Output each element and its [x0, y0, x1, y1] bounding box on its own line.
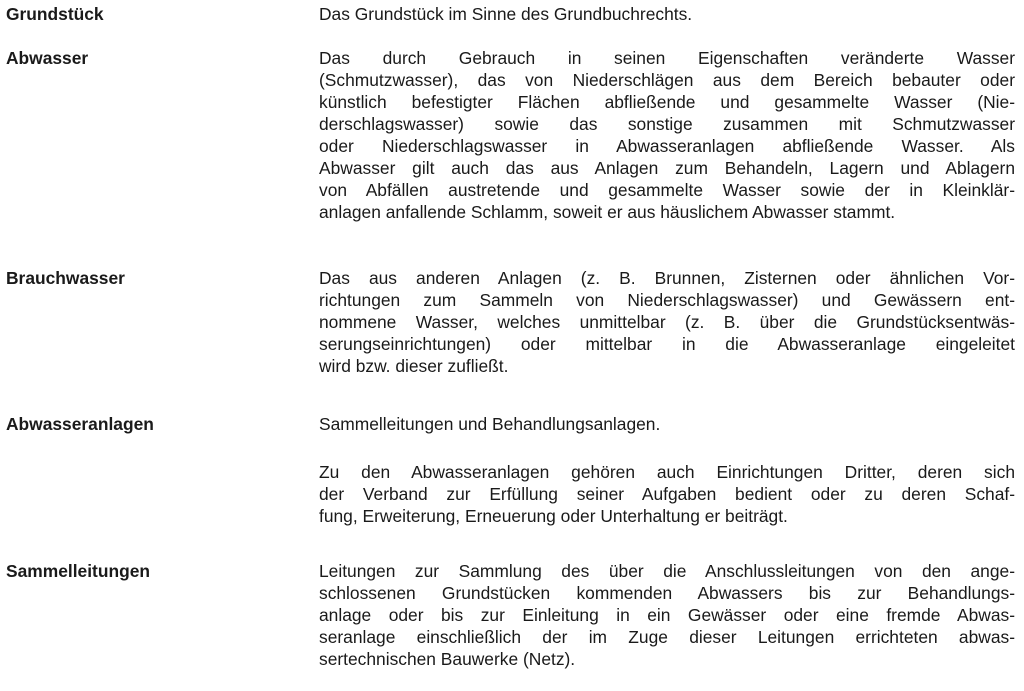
definition-abwasseranlagen-continued	[319, 461, 1015, 527]
definition-line: Sammelleitungen und Behandlungsanlagen.	[319, 414, 661, 434]
definition-line: derschlagswasser) sowie das sonstige zusammen mit Schmutzwasser	[319, 114, 1015, 134]
definition-line: serungseinrichtungen) oder mittelbar in die Abwasseranlage eingeleitet	[319, 334, 1015, 354]
definition-sammelleitungen	[319, 560, 1015, 670]
definition-line: anlagen anfallende Schlamm, soweit er aus häuslichem Abwasser stammt.	[319, 202, 896, 222]
definition-brauchwasser	[319, 267, 1015, 377]
definition-line: Das aus anderen Anlagen (z. B. Brunnen, Zisternen oder ähnlichen Vor-	[319, 268, 1015, 288]
definition-abwasseranlagen	[319, 413, 1015, 435]
term-sammelleitungen: Sammelleitungen	[6, 561, 150, 581]
term-abwasseranlagen: Abwasseranlagen	[6, 414, 154, 434]
definition-line: Das Grundstück im Sinne des Grundbuchrechts.	[319, 4, 693, 24]
term-brauchwasser: Brauchwasser	[6, 268, 125, 288]
definition-line: anlage oder bis zur Einleitung in ein Gewässer oder eine fremde Abwas-	[319, 605, 1015, 625]
term-abwasser: Abwasser	[6, 48, 89, 68]
definition-line: Das durch Gebrauch in seinen Eigenschaften veränderte Wasser	[319, 48, 1015, 68]
definition-line: (Schmutzwasser), das von Niederschlägen aus dem Bereich bebauter oder	[319, 70, 1015, 90]
definition-line: seranlage einschließlich der im Zuge dieser Leitungen errichteten abwas-	[319, 627, 1015, 647]
term-grundstueck: Grundstück	[6, 4, 104, 24]
definition-line: richtungen zum Sammeln von Niederschlagswasser) und Gewässern ent-	[319, 290, 1015, 310]
definition-line: Abwasser gilt auch das aus Anlagen zum Behandeln, Lagern und Ablagern	[319, 158, 1015, 178]
definition-line: künstlich befestigter Flächen abfließende und gesammelte Wasser (Nie-	[319, 92, 1015, 112]
definition-line: sertechnischen Bauwerke (Netz).	[319, 649, 576, 669]
definition-line: nommene Wasser, welches unmittelbar (z. B. über die Grundstücksentwäs-	[319, 312, 1015, 332]
definition-line: schlossenen Grundstücken kommenden Abwassers bis zur Behandlungs-	[319, 583, 1015, 603]
definition-line: oder Niederschlagswasser in Abwasseranlagen abfließende Wasser. Als	[319, 136, 1015, 156]
definition-line: von Abfällen austretende und gesammelte Wasser sowie der in Kleinklär-	[319, 180, 1015, 200]
definition-line: Zu den Abwasseranlagen gehören auch Einrichtungen Dritter, deren sich	[319, 462, 1015, 482]
definition-line: der Verband zur Erfüllung seiner Aufgaben bedient oder zu deren Schaf-	[319, 484, 1015, 504]
definition-abwasser	[319, 47, 1015, 223]
definition-line: wird bzw. dieser zufließt.	[319, 356, 509, 376]
definition-line: Leitungen zur Sammlung des über die Anschlussleitungen von den ange-	[319, 561, 1015, 581]
definition-line: fung, Erweiterung, Erneuerung oder Unterhaltung er beiträgt.	[319, 506, 788, 526]
definition-grundstueck	[319, 3, 1015, 25]
